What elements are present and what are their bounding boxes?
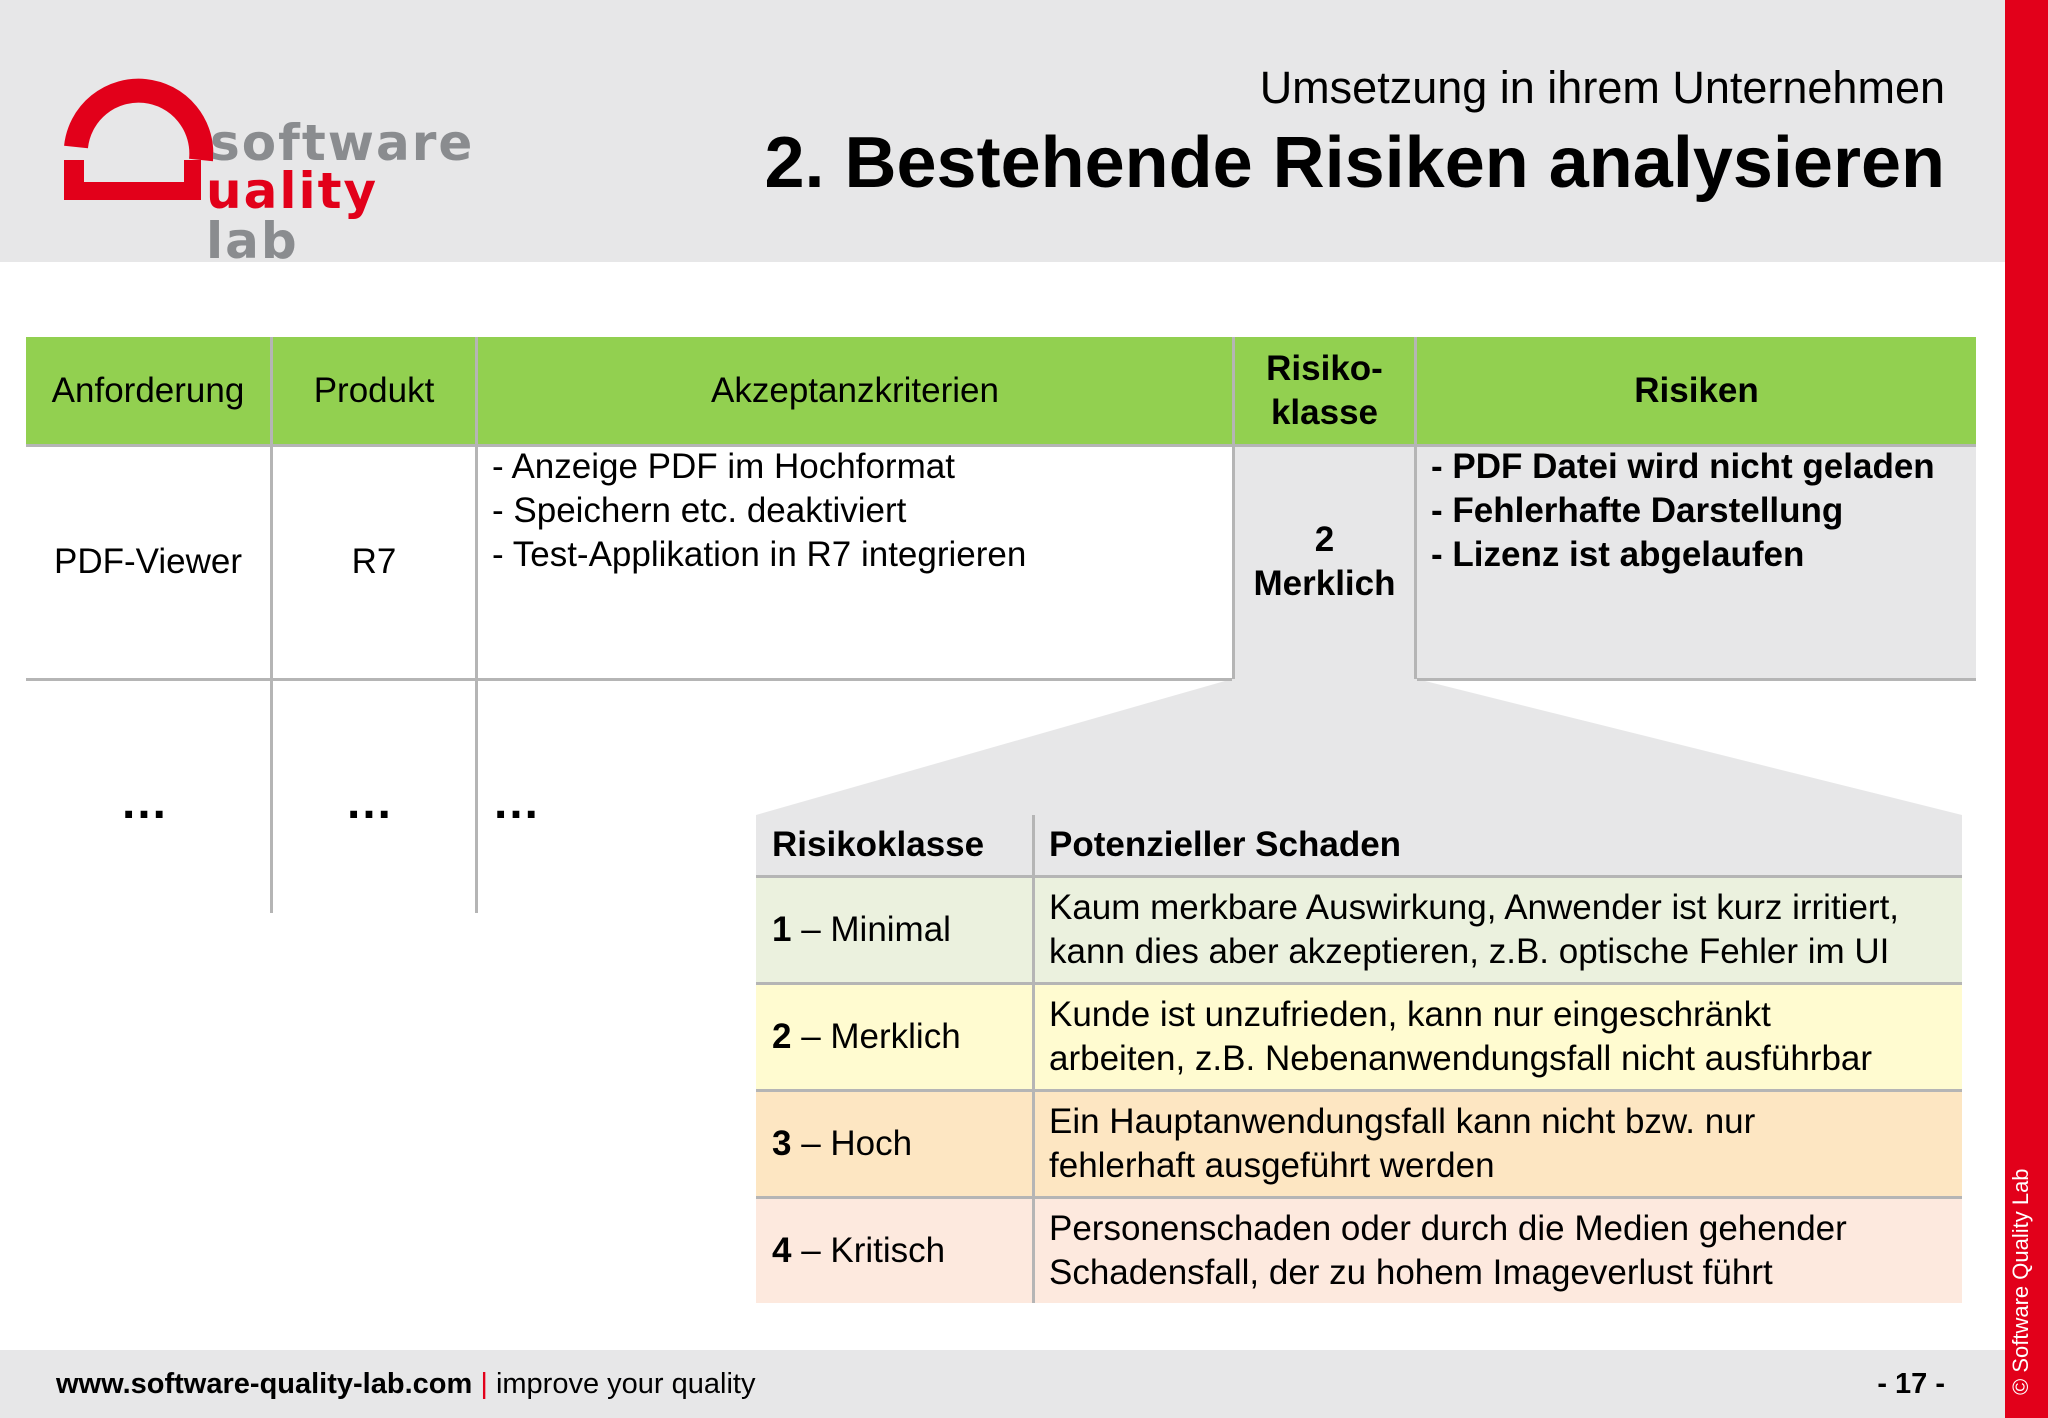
risk-damage-text: Ein Hauptanwendungsfall kann nicht bzw. nur fehlerhaft ausgeführt werden [1049,1102,1756,1185]
risk-damage-text: Personenschaden oder durch die Medien gehender Schadensfall, der zu hohem Imageverlust führt [1049,1209,1847,1292]
cell-anforderung: PDF-Viewer [53,542,242,581]
risk-class-label: 3 – Hoch [772,1124,913,1163]
cell-produkt: R7 [351,542,397,581]
col-header-risikoklasse: Risiko- klasse [1235,337,1414,445]
risk-class-label: 4 – Kritisch [772,1231,946,1270]
table-row [756,985,1962,1092]
grid-line [475,337,478,913]
grid-line [270,337,273,913]
grid-line [1417,678,1976,681]
risk-table-header-row [756,815,1962,878]
footer-tagline: improve your quality [495,1368,756,1400]
table-row [756,1092,1962,1199]
grid-line [1414,337,1417,679]
footer-url-link[interactable]: www.software-quality-lab.com [56,1368,473,1400]
risk-class-label: 1 – Minimal [772,910,951,949]
risk-header-schaden: Potenzieller Schaden [1049,825,1402,864]
grid-line [1232,337,1235,679]
risk-header-risikoklasse: Risikoklasse [772,825,985,864]
risk-class-label: 2 – Merklich [772,1017,961,1056]
risk-damage-text: Kunde ist unzufrieden, kann nur eingeschränkt arbeiten, z.B. Nebenanwendungsfall nicht ausführbar [1049,995,1873,1078]
risk-damage-text: Kaum merkbare Auswirkung, Anwender ist kurz irritiert, kann dies aber akzeptieren, z.B. optische Fehler im UI [1049,888,1900,971]
ellipsis-akzeptanzkriterien: … [492,776,546,829]
grid-line [26,444,1976,447]
slide-title: 2. Bestehende Risiken analysieren [764,123,1945,203]
col-header-produkt: Produkt [273,337,475,445]
logo-word-software: software [210,114,475,172]
cell-risiken: - PDF Datei wird nicht geladen - Fehlerhafte Darstellung - Lizenz ist abgelaufen [1417,445,1976,679]
ellipsis-anforderung: … [120,776,174,829]
cell-risikoklasse: 2 Merklich [1235,445,1414,679]
footer-url-tagline [56,1368,755,1401]
col-header-anforderung: Anforderung [26,337,270,445]
page-number: - 17 - [1877,1368,1945,1400]
slide-subtitle: Umsetzung in ihrem Unternehmen [1259,62,1945,113]
footer-separator: | [480,1368,488,1400]
table-row [756,878,1962,985]
copyright-text: © Software Quality Lab [2008,1168,2033,1395]
col-header-risiken: Risiken [1417,337,1976,445]
cell-akzeptanzkriterien: - Anzeige PDF im Hochformat - Speichern etc. deaktiviert - Test-Applikation in R7 integrieren [492,447,1027,574]
ellipsis-produkt: … [345,776,399,829]
grid-line [26,678,1232,681]
logo-word-quality-lab: uality lab [206,162,379,270]
col-header-akzeptanzkriterien: Akzeptanzkriterien [478,337,1232,445]
table-row [756,1199,1962,1303]
